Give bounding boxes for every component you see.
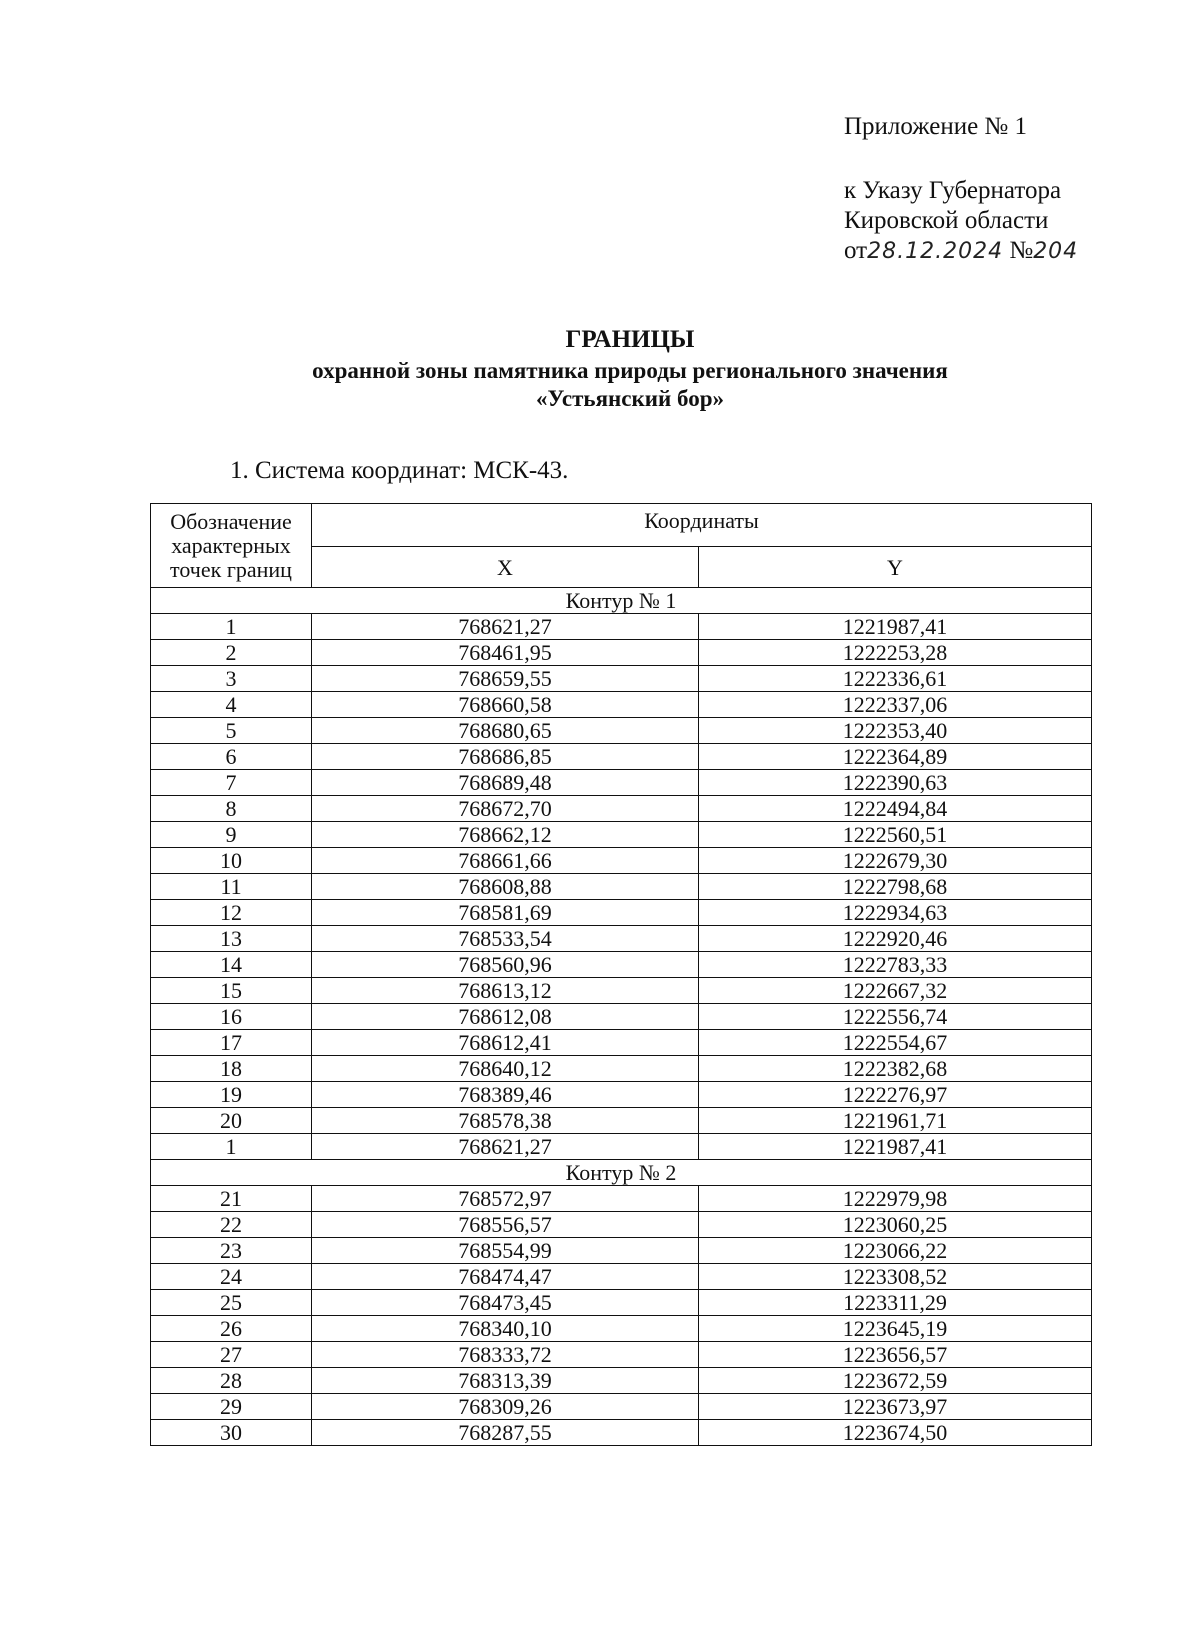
table-row — [151, 770, 1092, 796]
point-cell: 11 — [151, 874, 312, 900]
x-cell: 768581,69 — [312, 900, 699, 926]
x-cell: 768389,46 — [312, 1082, 699, 1108]
y-cell: 1222783,33 — [699, 952, 1092, 978]
y-cell: 1223311,29 — [699, 1290, 1092, 1316]
table-row — [151, 874, 1092, 900]
table-body — [151, 588, 1092, 1446]
table-row — [151, 900, 1092, 926]
y-cell: 1222253,28 — [699, 640, 1092, 666]
table-row — [151, 1394, 1092, 1420]
y-cell: 1223672,59 — [699, 1368, 1092, 1394]
y-cell: 1221987,41 — [699, 1134, 1092, 1160]
contour-header-row — [151, 588, 1092, 614]
point-cell: 9 — [151, 822, 312, 848]
table-row — [151, 1030, 1092, 1056]
y-cell: 1222337,06 — [699, 692, 1092, 718]
y-cell: 1222364,89 — [699, 744, 1092, 770]
document-title: ГРАНИЦЫ — [565, 326, 695, 353]
point-cell: 23 — [151, 1238, 312, 1264]
point-cell: 15 — [151, 978, 312, 1004]
x-cell: 768640,12 — [312, 1056, 699, 1082]
point-cell: 20 — [151, 1108, 312, 1134]
point-cell: 16 — [151, 1004, 312, 1030]
point-cell: 2 — [151, 640, 312, 666]
point-cell: 4 — [151, 692, 312, 718]
table-row — [151, 1368, 1092, 1394]
point-cell: 7 — [151, 770, 312, 796]
coordinate-system-label: 1. Система координат: МСК-43. — [230, 457, 569, 484]
point-cell: 22 — [151, 1212, 312, 1238]
table-row — [151, 1186, 1092, 1212]
x-cell: 768672,70 — [312, 796, 699, 822]
x-cell: 768556,57 — [312, 1212, 699, 1238]
x-cell: 768333,72 — [312, 1342, 699, 1368]
y-cell: 1222798,68 — [699, 874, 1092, 900]
x-cell: 768689,48 — [312, 770, 699, 796]
x-cell: 768686,85 — [312, 744, 699, 770]
x-cell: 768474,47 — [312, 1264, 699, 1290]
y-cell: 1222934,63 — [699, 900, 1092, 926]
x-cell: 768309,26 — [312, 1394, 699, 1420]
y-cell: 1223060,25 — [699, 1212, 1092, 1238]
table-row — [151, 926, 1092, 952]
point-cell: 13 — [151, 926, 312, 952]
y-cell: 1221987,41 — [699, 614, 1092, 640]
table-row — [151, 1264, 1092, 1290]
header-point-designation: Обозначение характерных точек границ — [151, 504, 312, 588]
table-row — [151, 1420, 1092, 1446]
table-row — [151, 978, 1092, 1004]
point-cell: 1 — [151, 614, 312, 640]
header-x: X — [312, 547, 699, 588]
x-cell: 768659,55 — [312, 666, 699, 692]
y-cell: 1222554,67 — [699, 1030, 1092, 1056]
table-row — [151, 1238, 1092, 1264]
x-cell: 768533,54 — [312, 926, 699, 952]
x-cell: 768572,97 — [312, 1186, 699, 1212]
point-cell: 18 — [151, 1056, 312, 1082]
y-cell: 1222494,84 — [699, 796, 1092, 822]
y-cell: 1222667,32 — [699, 978, 1092, 1004]
date-prefix: от — [844, 237, 868, 264]
y-cell: 1222276,97 — [699, 1082, 1092, 1108]
table-row — [151, 1004, 1092, 1030]
table-row — [151, 1056, 1092, 1082]
contour-header-row — [151, 1160, 1092, 1186]
x-cell: 768613,12 — [312, 978, 699, 1004]
x-cell: 768608,88 — [312, 874, 699, 900]
table-row — [151, 744, 1092, 770]
point-cell: 25 — [151, 1290, 312, 1316]
header-y: Y — [699, 547, 1092, 588]
document-title-line3: «Устьянский бор» — [536, 386, 724, 411]
y-cell: 1223674,50 — [699, 1420, 1092, 1446]
table-row — [151, 666, 1092, 692]
table-row — [151, 718, 1092, 744]
point-cell: 8 — [151, 796, 312, 822]
point-cell: 6 — [151, 744, 312, 770]
decree-reference-line2: Кировской области — [844, 207, 1049, 234]
x-cell: 768554,99 — [312, 1238, 699, 1264]
point-cell: 3 — [151, 666, 312, 692]
y-cell: 1223066,22 — [699, 1238, 1092, 1264]
table-row — [151, 1108, 1092, 1134]
handwritten-number: 204 — [1033, 239, 1079, 264]
y-cell: 1222382,68 — [699, 1056, 1092, 1082]
x-cell: 768661,66 — [312, 848, 699, 874]
point-cell: 12 — [151, 900, 312, 926]
attachment-number: Приложение № 1 — [844, 113, 1028, 140]
table-row — [151, 692, 1092, 718]
y-cell: 1222560,51 — [699, 822, 1092, 848]
document-title-line2: охранной зоны памятника природы регионального значения — [312, 358, 948, 383]
decree-reference-line1: к Указу Губернатора — [844, 177, 1062, 204]
point-cell: 19 — [151, 1082, 312, 1108]
x-cell: 768578,38 — [312, 1108, 699, 1134]
y-cell: 1223308,52 — [699, 1264, 1092, 1290]
header-coordinates: Координаты — [312, 504, 1092, 547]
table-row — [151, 1290, 1092, 1316]
y-cell: 1222390,63 — [699, 770, 1092, 796]
y-cell: 1222679,30 — [699, 848, 1092, 874]
handwritten-date: 28.12.2024 — [867, 239, 1004, 264]
table-row — [151, 822, 1092, 848]
table-row — [151, 1134, 1092, 1160]
table-row — [151, 796, 1092, 822]
x-cell: 768473,45 — [312, 1290, 699, 1316]
table-row — [151, 848, 1092, 874]
point-cell: 26 — [151, 1316, 312, 1342]
y-cell: 1222353,40 — [699, 718, 1092, 744]
point-cell: 1 — [151, 1134, 312, 1160]
point-cell: 24 — [151, 1264, 312, 1290]
contour-label: Контур № 2 — [151, 1160, 1092, 1186]
point-cell: 28 — [151, 1368, 312, 1394]
table-row — [151, 952, 1092, 978]
x-cell: 768313,39 — [312, 1368, 699, 1394]
coordinates-table — [150, 503, 1092, 1446]
table-row — [151, 1082, 1092, 1108]
x-cell: 768660,58 — [312, 692, 699, 718]
y-cell: 1223645,19 — [699, 1316, 1092, 1342]
point-cell: 5 — [151, 718, 312, 744]
y-cell: 1223673,97 — [699, 1394, 1092, 1420]
contour-label: Контур № 1 — [151, 588, 1092, 614]
y-cell: 1221961,71 — [699, 1108, 1092, 1134]
x-cell: 768662,12 — [312, 822, 699, 848]
table-row — [151, 640, 1092, 666]
x-cell: 768621,27 — [312, 1134, 699, 1160]
point-cell: 29 — [151, 1394, 312, 1420]
y-cell: 1222979,98 — [699, 1186, 1092, 1212]
x-cell: 768461,95 — [312, 640, 699, 666]
decree-date-line — [844, 236, 1078, 266]
number-prefix: № — [1009, 237, 1034, 264]
x-cell: 768621,27 — [312, 614, 699, 640]
y-cell: 1222920,46 — [699, 926, 1092, 952]
point-cell: 17 — [151, 1030, 312, 1056]
table-row — [151, 1342, 1092, 1368]
table-row — [151, 614, 1092, 640]
point-cell: 30 — [151, 1420, 312, 1446]
x-cell: 768287,55 — [312, 1420, 699, 1446]
y-cell: 1222556,74 — [699, 1004, 1092, 1030]
point-cell: 10 — [151, 848, 312, 874]
x-cell: 768680,65 — [312, 718, 699, 744]
table-row — [151, 1212, 1092, 1238]
x-cell: 768560,96 — [312, 952, 699, 978]
y-cell: 1222336,61 — [699, 666, 1092, 692]
point-cell: 21 — [151, 1186, 312, 1212]
x-cell: 768612,08 — [312, 1004, 699, 1030]
x-cell: 768612,41 — [312, 1030, 699, 1056]
point-cell: 27 — [151, 1342, 312, 1368]
point-cell: 14 — [151, 952, 312, 978]
y-cell: 1223656,57 — [699, 1342, 1092, 1368]
table-row — [151, 1316, 1092, 1342]
x-cell: 768340,10 — [312, 1316, 699, 1342]
